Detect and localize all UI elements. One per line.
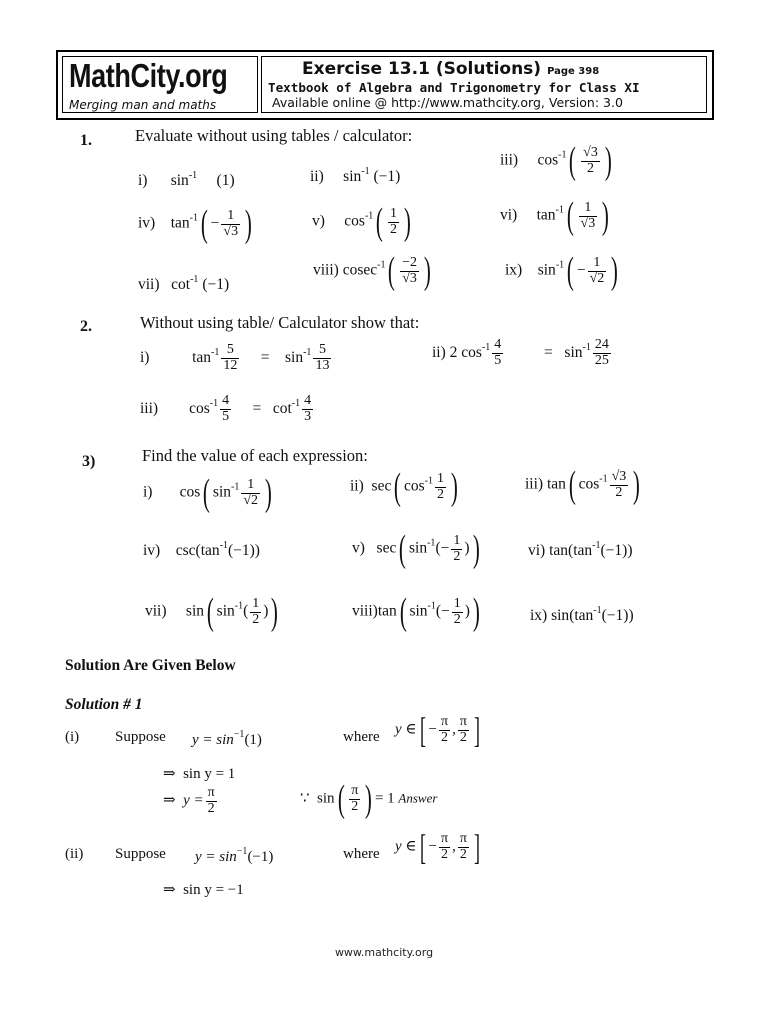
q1-ii-label: ii) (310, 168, 324, 185)
q3-item-iii: iii) tan( $\cos^{-1}$ $\frac{√3}{2}$ ) (525, 464, 641, 506)
sol-i-step1-text: sin y = 1 (183, 766, 236, 782)
sol-ii-eq-text: y = sin (195, 849, 237, 865)
q1-vii-arg: (−1) (202, 276, 230, 293)
q1-vi-fn: tan (536, 206, 556, 224)
sol-ii-two-a: 2 (441, 846, 449, 862)
q3-iii-den: 2 (615, 484, 623, 500)
q1-viii-fn: cosec (342, 261, 378, 279)
q1-vi-num: 1 (579, 201, 598, 217)
q3-item-vii: vii) sin( $\sin^{-1}$( $\frac{1}{2}$ )) (145, 591, 279, 633)
q2-item-i: i) $\tan^{-1}$ $\frac{5}{12}$ = $\sin^{-1}$ $\frac{5}{13}$ (140, 342, 330, 373)
sol-ii-label: (ii) (65, 846, 84, 862)
q3-v-close: ) (464, 539, 470, 557)
q2-i-lhs-den: 12 (223, 357, 238, 373)
sol-i-arg: (1) (244, 732, 262, 748)
q1-v-den: 2 (389, 221, 397, 237)
info-box (261, 56, 707, 113)
q1-v-label: v) (312, 212, 325, 230)
q3-v-num: 1 (453, 532, 461, 548)
q3-vi-outer: tan (549, 542, 569, 559)
sol-ii-pi-a: π (440, 830, 449, 846)
q1-vii-fn: cot (171, 276, 191, 293)
q3-v-den: 2 (453, 548, 461, 564)
q2-ii-lhs-num: 4 (494, 337, 502, 352)
q1-ix-den: √2 (589, 270, 605, 286)
q1-item-vii: vii) $\cot^{-1} (-1)$ (138, 274, 230, 293)
q3-vii-outer: sin (185, 602, 204, 620)
answer-label: Answer (398, 790, 438, 806)
q1-viii-label: viii) (313, 261, 339, 279)
q2-ii-lhs-den: 5 (494, 352, 502, 368)
q3-ix-inner: tan (574, 607, 594, 624)
q3-v-sign: (− (435, 539, 450, 557)
q3-iv-inner: tan (200, 542, 220, 559)
sol-ii-equation: $y = \sin^{-1}(-1)$ (195, 846, 274, 865)
q3-ix-arg: (−1) (601, 607, 629, 624)
q3-item-iv: iv) $\csc(\tan^{-1}(-1))$ (143, 540, 260, 559)
q1-vi-label: vi) (500, 206, 518, 224)
q1-i-fn: sin (170, 172, 189, 189)
logo-box (62, 56, 258, 113)
q2-ii-lhs-fn: cos (461, 343, 482, 361)
q3-vii-sign: ( (243, 602, 249, 620)
q3-i-inner: sin (212, 483, 232, 501)
q3-viii-num: 1 (453, 595, 461, 611)
q3-ix-label: ix) (530, 607, 548, 624)
q2-iii-rhs-num: 4 (304, 393, 312, 408)
q3-v-outer: sec (376, 539, 397, 557)
sol-i-two-b: 2 (459, 729, 467, 745)
q3-viii-label: viii) (352, 602, 378, 620)
q3-iv-arg: (−1) (227, 542, 255, 559)
sol-i-step2-two: 2 (207, 800, 215, 816)
q1-v-num: 1 (389, 205, 397, 221)
q3-item-ix: ix) $\sin(\tan^{-1}(-1))$ (530, 605, 634, 624)
q2-iii-rhs-den: 3 (304, 408, 312, 424)
footer-url: www.mathcity.org (334, 946, 434, 959)
q1-vii-label: vii) (138, 276, 160, 293)
because-symbol: ∵ (300, 790, 310, 807)
q1-item-ii: ii) $\sin^{-1} (-1)$ (310, 166, 401, 185)
q1-viii-den: √3 (402, 270, 417, 286)
q2-i-lhs-fn: tan (192, 348, 212, 366)
sol-i-check-rhs: = 1 (374, 790, 395, 807)
q2-iii-label: iii) (140, 399, 159, 417)
q1-i-label: i) (138, 172, 148, 189)
exercise-title (302, 59, 599, 79)
q3-item-viii: viii)tan( $\sin^{-1}(-$ $\frac{1}{2}$ )) (352, 591, 480, 633)
q1-item-iii: iii) $\cos^{-1}$( $\frac{√3}{2}$ ) (500, 140, 612, 182)
q1-ii-arg: (−1) (373, 168, 401, 185)
implies-symbol-1: ⇒ (163, 766, 176, 782)
q1-v-fn: cos (344, 212, 365, 230)
q2-ii-coef: 2 (449, 343, 458, 361)
implies-symbol-3: ⇒ (163, 882, 176, 898)
sol-i-check: ∵ sin( $\frac{\pi}{2}$ ) = 1 Answer (300, 778, 438, 820)
sol-i-eq-text: y = sin (192, 732, 234, 748)
q3-iii-outer: tan (546, 475, 566, 493)
q1-ix-num: 1 (588, 256, 607, 272)
q1-iv-den: √3 (223, 223, 239, 239)
q2-ii-rhs-fn: sin (564, 343, 583, 361)
sol-i-check-pi: π (351, 782, 359, 798)
q1-iii-label: iii) (500, 151, 519, 169)
q3-iii-label: iii) (525, 475, 544, 493)
sol-ii-interval: y ∈[ − $\frac{\pi}{2}$ , $\frac{\pi}{2}$ ] (395, 827, 480, 867)
sol-ii-pi-b: π (459, 830, 467, 846)
sol-i-step1 (163, 764, 235, 783)
q1-ix-fn: sin (537, 261, 556, 279)
q2-iii-lhs-num: 4 (222, 393, 230, 408)
q3-number: 3) (82, 453, 96, 470)
q3-vi-label: vi) (528, 542, 546, 559)
q3-vii-num: 1 (252, 595, 260, 611)
q3-viii-close: ) (464, 602, 470, 620)
logo: MathCity.org (69, 57, 228, 94)
sol-i-label: (i) (65, 729, 80, 745)
sol-ii-suppose: Suppose (115, 846, 166, 862)
q3-ii-label: ii) (350, 477, 364, 495)
q1-vi-den: √3 (580, 215, 596, 231)
q2-ii-rhs-num: 24 (594, 337, 609, 352)
q1-iii-fn: cos (537, 151, 559, 169)
q3-ix-outer: sin (551, 607, 570, 624)
q2-item-ii: ii) 2 $\cos^{-1}$ $\frac{4}{5}$ = $\sin^{-1}$ $\frac{24}{25}$ (432, 337, 609, 368)
q1-iv-fn: tan (170, 214, 190, 232)
solution-1-heading: Solution # 1 (65, 696, 143, 713)
sol-i-step2-lhs: y = (183, 792, 204, 809)
sol-ii-two-b: 2 (459, 846, 467, 862)
page-number: Page 398 (547, 66, 600, 77)
q1-item-v: v) $\cos^{-1}$( $\frac{1}{2}$ ) (312, 201, 411, 243)
q1-item-iv: iv) $\tan^{-1}$( − $\frac{1}{√3}$ ) (138, 203, 252, 245)
q2-iii-rhs-fn: cot (272, 399, 292, 417)
q1-iii-den: 2 (586, 160, 594, 176)
sol-ii-arg: (−1) (247, 849, 274, 865)
q2-i-lhs-num: 5 (221, 343, 239, 359)
q2-ii-label: ii) (432, 343, 446, 361)
q3-i-label: i) (143, 483, 153, 501)
q3-iv-outer: csc (175, 542, 196, 559)
q1-ix-sign: − (576, 261, 586, 279)
sol-ii-step1-text: sin y = −1 (183, 882, 244, 898)
q2-text: Without using table/ Calculator show that: (140, 313, 420, 332)
q3-viii-outer: tan (377, 602, 397, 620)
q1-iv-label: iv) (138, 214, 156, 232)
sol-ii-step1 (163, 880, 244, 899)
q3-v-inner: sin (409, 539, 428, 557)
q3-item-vi: vi) $\tan(\tan^{-1}(-1))$ (528, 540, 633, 559)
q3-vii-close: ) (263, 602, 269, 620)
q1-iii-num: √3 (583, 144, 598, 160)
q1-viii-num: −2 (402, 254, 418, 270)
q3-iv-label: iv) (143, 542, 161, 559)
q2-i-rhs-fn: sin (285, 348, 304, 366)
q3-vi-inner: tan (573, 542, 593, 559)
tagline: Merging man and maths (69, 98, 217, 112)
available-online: Available online @ http://www.mathcity.org, Version: 3.0 (272, 95, 623, 110)
sol-ii-where: where (343, 846, 380, 862)
q3-ii-outer: sec (371, 477, 392, 495)
q3-viii-inner: sin (409, 602, 428, 620)
q3-i-den: √2 (243, 492, 259, 508)
q1-text: Evaluate without using tables / calculator: (135, 126, 413, 145)
sol-i-equation: $y = \sin^{-1}(1)$ (192, 729, 262, 748)
q3-ii-num: 1 (437, 470, 444, 486)
q3-text: Find the value of each expression: (142, 446, 368, 465)
q1-iv-num: 1 (221, 209, 240, 225)
sol-i-interval: y ∈[ − $\frac{\pi}{2}$ , $\frac{\pi}{2}$ ] (395, 710, 480, 750)
solutions-heading: Solution Are Given Below (65, 657, 236, 674)
sol-i-pi-a: π (440, 713, 449, 729)
q1-ii-fn: sin (343, 168, 362, 185)
q3-i-outer: cos (179, 483, 201, 501)
q1-ix-label: ix) (505, 261, 523, 279)
q2-number: 2. (80, 318, 92, 335)
q3-viii-den: 2 (453, 611, 461, 627)
header-box (56, 50, 714, 120)
q3-vi-arg: (−1) (600, 542, 628, 559)
q2-i-label: i) (140, 348, 150, 366)
sol-i-check-two: 2 (351, 798, 359, 814)
q3-iii-inner: cos (578, 475, 600, 493)
sol-i-suppose: Suppose (115, 729, 166, 745)
sol-i-two-a: 2 (441, 729, 449, 745)
q1-item-viii: viii) cosec$^{-1}$( $\frac{-2}{√3}$ ) (313, 250, 431, 292)
q3-ii-den: 2 (437, 486, 444, 502)
q2-i-rhs-num: 5 (313, 343, 331, 359)
q1-i-arg: (1) (216, 172, 235, 189)
sol-i-step2-pi: π (207, 785, 215, 800)
q3-i-num: 1 (241, 478, 260, 494)
implies-symbol-2: ⇒ (163, 792, 176, 809)
sol-ii-yin: y ∈ (395, 838, 417, 855)
q3-item-v: v) sec( $\sin^{-1}(-$ $\frac{1}{2}$ )) (352, 528, 480, 570)
q3-vii-label: vii) (145, 602, 167, 620)
q2-item-iii: iii) $\cos^{-1}$ $\frac{4}{5}$ = $\cot^{-1}$ $\frac{4}{3}$ (140, 393, 312, 424)
q3-vii-den: 2 (252, 611, 260, 627)
q1-iv-sign: − (210, 214, 220, 232)
sol-i-pi-b: π (459, 713, 467, 729)
q3-viii-sign: (− (435, 602, 450, 620)
q3-ii-inner: cos (403, 477, 425, 495)
q2-ii-rhs-den: 25 (594, 352, 609, 368)
exercise-title-text: Exercise 13.1 (Solutions) (302, 59, 542, 79)
q1-item-vi: vi) $\tan^{-1}$( $\frac{1}{√3}$ ) (500, 195, 610, 237)
q3-vii-inner: sin (216, 602, 235, 620)
sol-i-check-fn: sin (317, 790, 335, 807)
q3-item-ii: ii) sec( $\cos^{-1}$ $\frac{1}{2}$ ) (350, 466, 458, 508)
q1-item-i: i) $\sin^{-1}$ (1) (138, 170, 235, 189)
sol-i-yin: y ∈ (395, 721, 417, 738)
q1-number: 1. (80, 132, 92, 149)
sol-i-step2 (163, 786, 219, 816)
q2-iii-lhs-den: 5 (222, 408, 230, 424)
q1-item-ix: ix) $\sin^{-1}$( − $\frac{1}{√2}$ ) (505, 250, 619, 292)
q2-i-rhs-den: 13 (315, 357, 330, 373)
q3-v-label: v) (352, 539, 365, 557)
q3-iii-num: √3 (611, 468, 627, 484)
q2-iii-lhs-fn: cos (189, 399, 210, 417)
sol-i-where: where (343, 729, 380, 745)
q3-item-i: i) cos( $\sin^{-1}$ $\frac{1}{√2}$ ) (143, 472, 272, 514)
book-title: Textbook of Algebra and Trigonometry for Class XI (268, 80, 640, 95)
